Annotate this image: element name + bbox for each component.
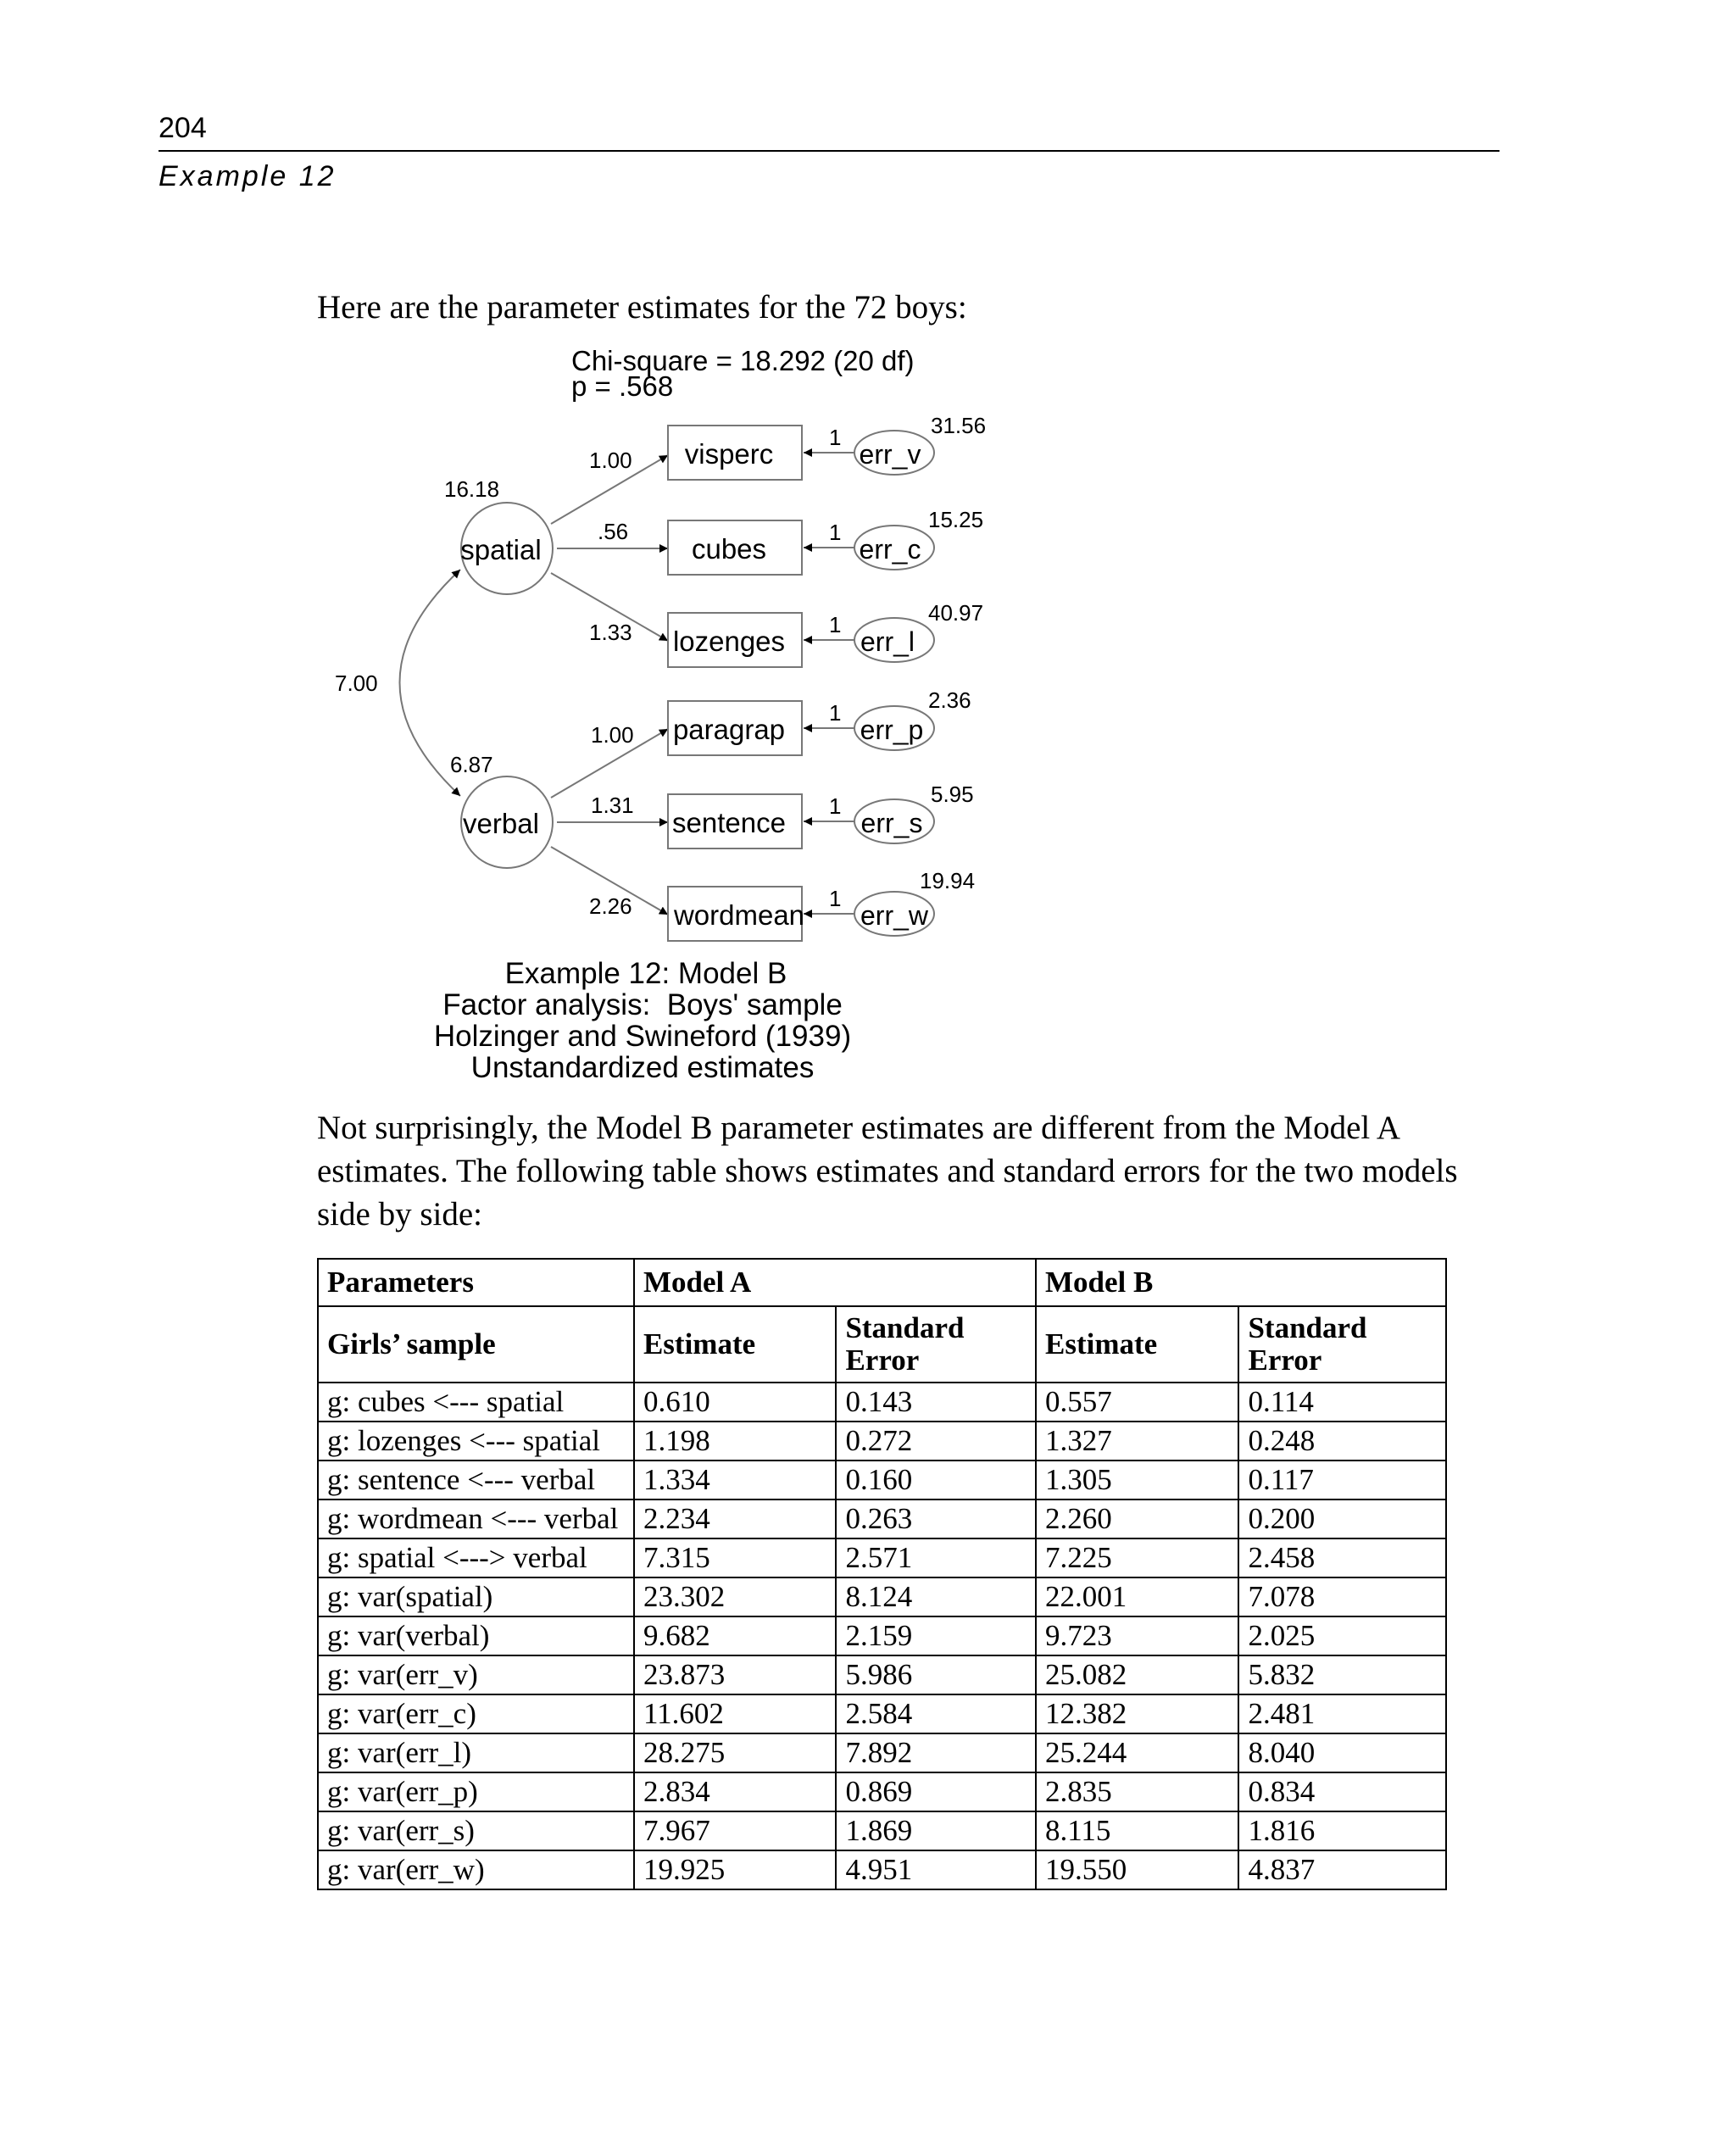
cell-se-b: 2.481 (1238, 1694, 1446, 1733)
table-row (318, 1538, 1446, 1577)
table-row (318, 1577, 1446, 1616)
cell-estimate-b: 25.082 (1036, 1655, 1238, 1694)
err-s-variance: 5.95 (931, 782, 974, 807)
diagram-caption-line-2: Factor analysis: Boys' sample (442, 988, 843, 1021)
verbal-factor-label: verbal (463, 808, 539, 839)
cell-se-a: 5.986 (836, 1655, 1036, 1694)
cell-parameter: g: sentence <--- verbal (318, 1461, 634, 1499)
lozenges-label: lozenges (672, 626, 786, 657)
err-w-path-label: 1 (829, 886, 842, 911)
cell-estimate-a: 2.234 (634, 1499, 836, 1538)
sentence-label: sentence (672, 807, 786, 838)
subheader-estimate-a: Estimate (634, 1306, 836, 1383)
intro-paragraph: Here are the parameter estimates for the 72 boys: (317, 289, 967, 325)
cell-se-a: 2.571 (836, 1538, 1036, 1577)
cell-estimate-a: 9.682 (634, 1616, 836, 1655)
err-v-path-label: 1 (829, 425, 842, 450)
diagram-caption-line-1: Example 12: Model B (504, 957, 787, 990)
cell-se-b: 0.248 (1238, 1422, 1446, 1461)
table-subheader-row (318, 1306, 1446, 1383)
cell-parameter: g: var(err_v) (318, 1655, 634, 1694)
cell-parameter: g: var(err_s) (318, 1811, 634, 1850)
cell-estimate-a: 1.198 (634, 1422, 836, 1461)
cell-estimate-b: 22.001 (1036, 1577, 1238, 1616)
paragrap-label: paragrap (672, 714, 786, 745)
spatial-variance: 16.18 (444, 476, 500, 502)
cell-se-a: 0.143 (836, 1383, 1036, 1422)
err-c-path-label: 1 (829, 520, 842, 545)
cell-estimate-b: 19.550 (1036, 1850, 1238, 1889)
cell-se-a: 0.272 (836, 1422, 1036, 1461)
cell-parameter: g: var(err_w) (318, 1850, 634, 1889)
table-row (318, 1422, 1446, 1461)
cell-estimate-b: 1.305 (1036, 1461, 1238, 1499)
cell-estimate-a: 11.602 (634, 1694, 836, 1733)
err-l-variance: 40.97 (928, 600, 984, 626)
err-v-variance: 31.56 (931, 413, 987, 438)
cell-se-a: 8.124 (836, 1577, 1036, 1616)
cell-estimate-b: 2.260 (1036, 1499, 1238, 1538)
subheader-estimate-b: Estimate (1036, 1306, 1238, 1383)
cell-se-a: 0.869 (836, 1772, 1036, 1811)
cell-parameter: g: var(err_p) (318, 1772, 634, 1811)
loading-paragrap: 1.00 (591, 722, 634, 748)
cell-parameter: g: cubes <--- spatial (318, 1383, 634, 1422)
cell-se-b: 0.834 (1238, 1772, 1446, 1811)
cell-estimate-a: 28.275 (634, 1733, 836, 1772)
header-model-a: Model A (634, 1259, 1036, 1306)
cell-se-b: 0.117 (1238, 1461, 1446, 1499)
running-head: Example 12 (159, 160, 337, 192)
err-l-path-label: 1 (829, 612, 842, 637)
cell-se-b: 0.200 (1238, 1499, 1446, 1538)
err-s-label: err_s (860, 808, 923, 838)
err-w-variance: 19.94 (920, 868, 976, 893)
loading-wordmean: 2.26 (589, 893, 632, 919)
cell-estimate-b: 8.115 (1036, 1811, 1238, 1850)
p-value-label: p = .568 (571, 370, 674, 402)
cell-estimate-a: 23.873 (634, 1655, 836, 1694)
wordmean-label: wordmean (673, 899, 805, 931)
cell-estimate-a: 7.967 (634, 1811, 836, 1850)
err-w-label: err_w (860, 900, 929, 931)
err-c-label: err_c (859, 534, 921, 565)
cell-se-b: 8.040 (1238, 1733, 1446, 1772)
cell-parameter: g: lozenges <--- spatial (318, 1422, 634, 1461)
cell-estimate-a: 0.610 (634, 1383, 836, 1422)
cell-parameter: g: var(verbal) (318, 1616, 634, 1655)
loading-visperc: 1.00 (589, 448, 632, 473)
cell-estimate-b: 25.244 (1036, 1733, 1238, 1772)
cell-se-b: 1.816 (1238, 1811, 1446, 1850)
err-p-variance: 2.36 (928, 687, 971, 713)
table-row (318, 1655, 1446, 1694)
cell-estimate-a: 19.925 (634, 1850, 836, 1889)
cell-se-a: 0.160 (836, 1461, 1036, 1499)
visperc-label: visperc (684, 438, 774, 470)
header-model-b: Model B (1036, 1259, 1446, 1306)
table-row (318, 1733, 1446, 1772)
cell-se-b: 2.025 (1238, 1616, 1446, 1655)
subheader-sample: Girls’ sample (318, 1306, 634, 1383)
err-l-label: err_l (860, 626, 915, 657)
header-parameters: Parameters (318, 1259, 634, 1306)
table-row (318, 1383, 1446, 1422)
chi-square-label: Chi-square = 18.292 (20 df) (571, 345, 915, 376)
cell-estimate-a: 2.834 (634, 1772, 836, 1811)
cell-parameter: g: var(err_c) (318, 1694, 634, 1733)
cell-se-a: 1.869 (836, 1811, 1036, 1850)
cell-estimate-b: 12.382 (1036, 1694, 1238, 1733)
cell-se-a: 4.951 (836, 1850, 1036, 1889)
table-row (318, 1694, 1446, 1733)
table-row (318, 1850, 1446, 1889)
cell-estimate-b: 9.723 (1036, 1616, 1238, 1655)
table-row (318, 1499, 1446, 1538)
table-row (318, 1811, 1446, 1850)
err-p-label: err_p (860, 715, 924, 745)
cell-se-b: 7.078 (1238, 1577, 1446, 1616)
table-row (318, 1772, 1446, 1811)
err-c-variance: 15.25 (928, 507, 984, 532)
cell-se-a: 0.263 (836, 1499, 1036, 1538)
diagram-caption-line-3: Holzinger and Swineford (1939) (433, 1020, 852, 1053)
cell-se-b: 0.114 (1238, 1383, 1446, 1422)
cell-parameter: g: var(spatial) (318, 1577, 634, 1616)
cell-parameter: g: spatial <---> verbal (318, 1538, 634, 1577)
err-v-label: err_v (859, 439, 921, 470)
cell-se-b: 4.837 (1238, 1850, 1446, 1889)
cell-estimate-b: 0.557 (1036, 1383, 1238, 1422)
diagram-caption-line-4: Unstandardized estimates (470, 1051, 815, 1084)
cell-estimate-b: 1.327 (1036, 1422, 1238, 1461)
cell-parameter: g: wordmean <--- verbal (318, 1499, 634, 1538)
cell-estimate-b: 2.835 (1036, 1772, 1238, 1811)
followup-paragraph: Not surprisingly, the Model B parameter estimates are different from the Model A estimates. The following table shows estimates and standard errors for the two models side by side: (317, 1110, 1458, 1232)
loading-cubes: .56 (598, 519, 629, 544)
spatial-factor-label: spatial (460, 534, 542, 565)
subheader-se-b: Standard Error (1238, 1306, 1446, 1383)
err-s-path-label: 1 (829, 793, 842, 819)
cell-se-a: 7.892 (836, 1733, 1036, 1772)
cell-estimate-b: 7.225 (1036, 1538, 1238, 1577)
cell-se-a: 2.584 (836, 1694, 1036, 1733)
cubes-label: cubes (691, 533, 767, 565)
cell-estimate-a: 23.302 (634, 1577, 836, 1616)
subheader-se-a: Standard Error (836, 1306, 1036, 1383)
cell-parameter: g: var(err_l) (318, 1733, 634, 1772)
table-header-row (318, 1259, 1446, 1306)
loading-lozenges: 1.33 (589, 620, 632, 645)
cell-se-a: 2.159 (836, 1616, 1036, 1655)
table-row (318, 1461, 1446, 1499)
factor-covariance: 7.00 (335, 670, 378, 696)
err-p-path-label: 1 (829, 700, 842, 726)
cell-se-b: 5.832 (1238, 1655, 1446, 1694)
table-row (318, 1616, 1446, 1655)
cell-estimate-a: 7.315 (634, 1538, 836, 1577)
page-number: 204 (159, 112, 207, 144)
verbal-variance: 6.87 (450, 752, 493, 777)
cell-se-b: 2.458 (1238, 1538, 1446, 1577)
cell-estimate-a: 1.334 (634, 1461, 836, 1499)
loading-sentence: 1.31 (591, 793, 634, 818)
parameter-estimates-table (317, 1258, 1447, 1890)
